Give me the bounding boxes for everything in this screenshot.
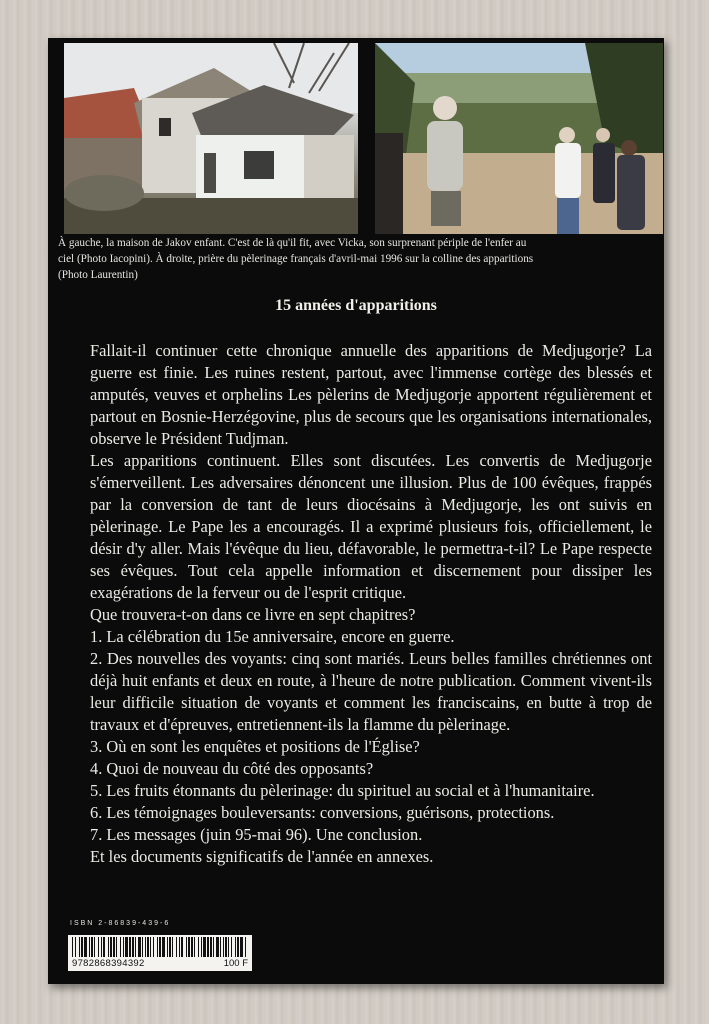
barcode-bar (231, 937, 232, 957)
barcode-bars (72, 937, 248, 957)
barcode-bar (147, 937, 149, 957)
barcode-bar (203, 937, 206, 957)
barcode-bar (179, 937, 180, 957)
barcode-bar (103, 937, 105, 957)
photo-jakov-house (64, 43, 358, 234)
barcode-bar (201, 937, 202, 957)
house-photo-illustration (64, 43, 358, 234)
chapter-item: 4. Quoi de nouveau du côté des opposants? (90, 759, 374, 778)
barcode-bar (223, 937, 224, 957)
barcode-bar (123, 937, 124, 957)
barcode-bar (142, 937, 143, 957)
barcode-bar (79, 937, 80, 957)
barcode-bar (235, 937, 236, 957)
caption-line: À gauche, la maison de Jakov enfant. C'est de là qu'il fit, avec Vicka, son surprenant périple de l'enfer au (58, 237, 527, 249)
barcode-bar (237, 937, 239, 957)
barcode-bar (116, 937, 117, 957)
chapter-item: 5. Les fruits étonnants du pèlerinage: du spirituel au social et à l'humanitaire. (90, 781, 595, 800)
book-back-cover (48, 38, 664, 984)
barcode-bar (210, 937, 212, 957)
blurb-text (90, 340, 652, 868)
paragraph: Fallait-il continuer cette chronique annuelle des apparitions de Medjugorje? La guerre est finie. Les ruines restent, partout, avec l'immense cortège des blessés et amputés, veuves et orphelins Les pèlerins de Medjugorje apportent régulièrement et partout en Bosnie-Herzégovine, plus de secours que les organisations internationales, observe le Président Tudjman. (90, 341, 652, 448)
photo-caption (58, 235, 658, 283)
page-title: 15 années d'apparitions (275, 297, 437, 314)
barcode-bar (216, 937, 219, 957)
barcode-bar (186, 937, 187, 957)
chapter-item: 6. Les témoignages bouleversants: conversions, guérisons, protections. (90, 803, 555, 822)
barcode-bar (188, 937, 190, 957)
barcode-bar (75, 937, 76, 957)
barcode-bar (129, 937, 131, 957)
price-label: 100 F (223, 958, 248, 969)
isbn-number: ISBN 2-86839-439-6 (70, 920, 171, 927)
pilgrims-photo-illustration (375, 43, 663, 234)
barcode-bar (169, 937, 171, 957)
chapter-item: 2. Des nouvelles des voyants: cinq sont mariés. Leurs belles familles chrétiennes ont déjà huit enfants et deux en route, à l'heure de notre publication. Comment vivent-ils leur difficile situation de voyants et comment les franciscains, en butte à trop de travaux et d'épreuves, entretiennent-ils la flamme du pèlerinage. (90, 649, 652, 734)
barcode-bar (98, 937, 99, 957)
barcode-bar (198, 937, 199, 957)
barcode-bar (181, 937, 183, 957)
barcode-bar (172, 937, 173, 957)
paragraph: Les apparitions continuent. Elles sont discutées. Les convertis de Medjugorje s'émerveillent. Les adversaires dénoncent une illusion. Plus de 100 évêques, frappés par la conversion de tant de leurs diocésains à Medjugorje, les ont suivis en pèlerinage. Le Pape les a encouragés. Il a exprimé plusieurs fois, officiellement, le désir d'y aller. Mais l'évêque du lieu, défavorable, le permettra-t-il? Le Pape respecte ses évêques. Tout cela appelle information et discernement pour dissiper les exagérations de la ferveur ou de l'esprit critique. (90, 451, 652, 602)
barcode-bar (110, 937, 112, 957)
barcode-bar (167, 937, 168, 957)
barcode-bar (225, 937, 227, 957)
barcode-bar (207, 937, 209, 957)
barcode-bar (72, 937, 73, 957)
barcode-bar (108, 937, 109, 957)
barcode-bar (125, 937, 128, 957)
barcode-bar (153, 937, 154, 957)
barcode-bar (213, 937, 214, 957)
barcode-bar (145, 937, 146, 957)
barcode-bar (220, 937, 221, 957)
barcode-bar (245, 937, 246, 957)
closing-line: Et les documents significatifs de l'année en annexes. (90, 847, 434, 866)
paragraph: Que trouvera-t-on dans ce livre en sept chapitres? (90, 605, 416, 624)
barcode-bar (138, 937, 141, 957)
barcode-bar (194, 937, 195, 957)
chapter-item: 3. Où en sont les enquêtes et positions de l'Église? (90, 737, 420, 756)
chapter-item: 1. La célébration du 15e anniversaire, encore en guerre. (90, 627, 455, 646)
photo-pilgrimage-hill (375, 43, 663, 234)
barcode-number: 9782868394392 (72, 958, 145, 969)
barcode-bar (135, 937, 136, 957)
caption-line: (Photo Laurentin) (58, 269, 138, 281)
barcode-bar (228, 937, 229, 957)
barcode-bar (81, 937, 83, 957)
barcode (68, 935, 252, 971)
barcode-bar (157, 937, 158, 957)
barcode-bar (94, 937, 95, 957)
barcode-bar (150, 937, 151, 957)
barcode-bar (240, 937, 243, 957)
barcode-bar (132, 937, 134, 957)
barcode-bar (91, 937, 93, 957)
barcode-bar (176, 937, 177, 957)
chapter-item: 7. Les messages (juin 95-mai 96). Une conclusion. (90, 825, 423, 844)
barcode-bar (113, 937, 115, 957)
barcode-bar (191, 937, 193, 957)
barcode-bar (159, 937, 161, 957)
caption-line: ciel (Photo Iacopini). À droite, prière du pèlerinage français d'avril-mai 1996 sur la colline des apparitions (58, 253, 534, 265)
barcode-bar (89, 937, 90, 957)
barcode-bar (101, 937, 102, 957)
barcode-bar (162, 937, 165, 957)
barcode-bar (84, 937, 87, 957)
barcode-bar (120, 937, 121, 957)
